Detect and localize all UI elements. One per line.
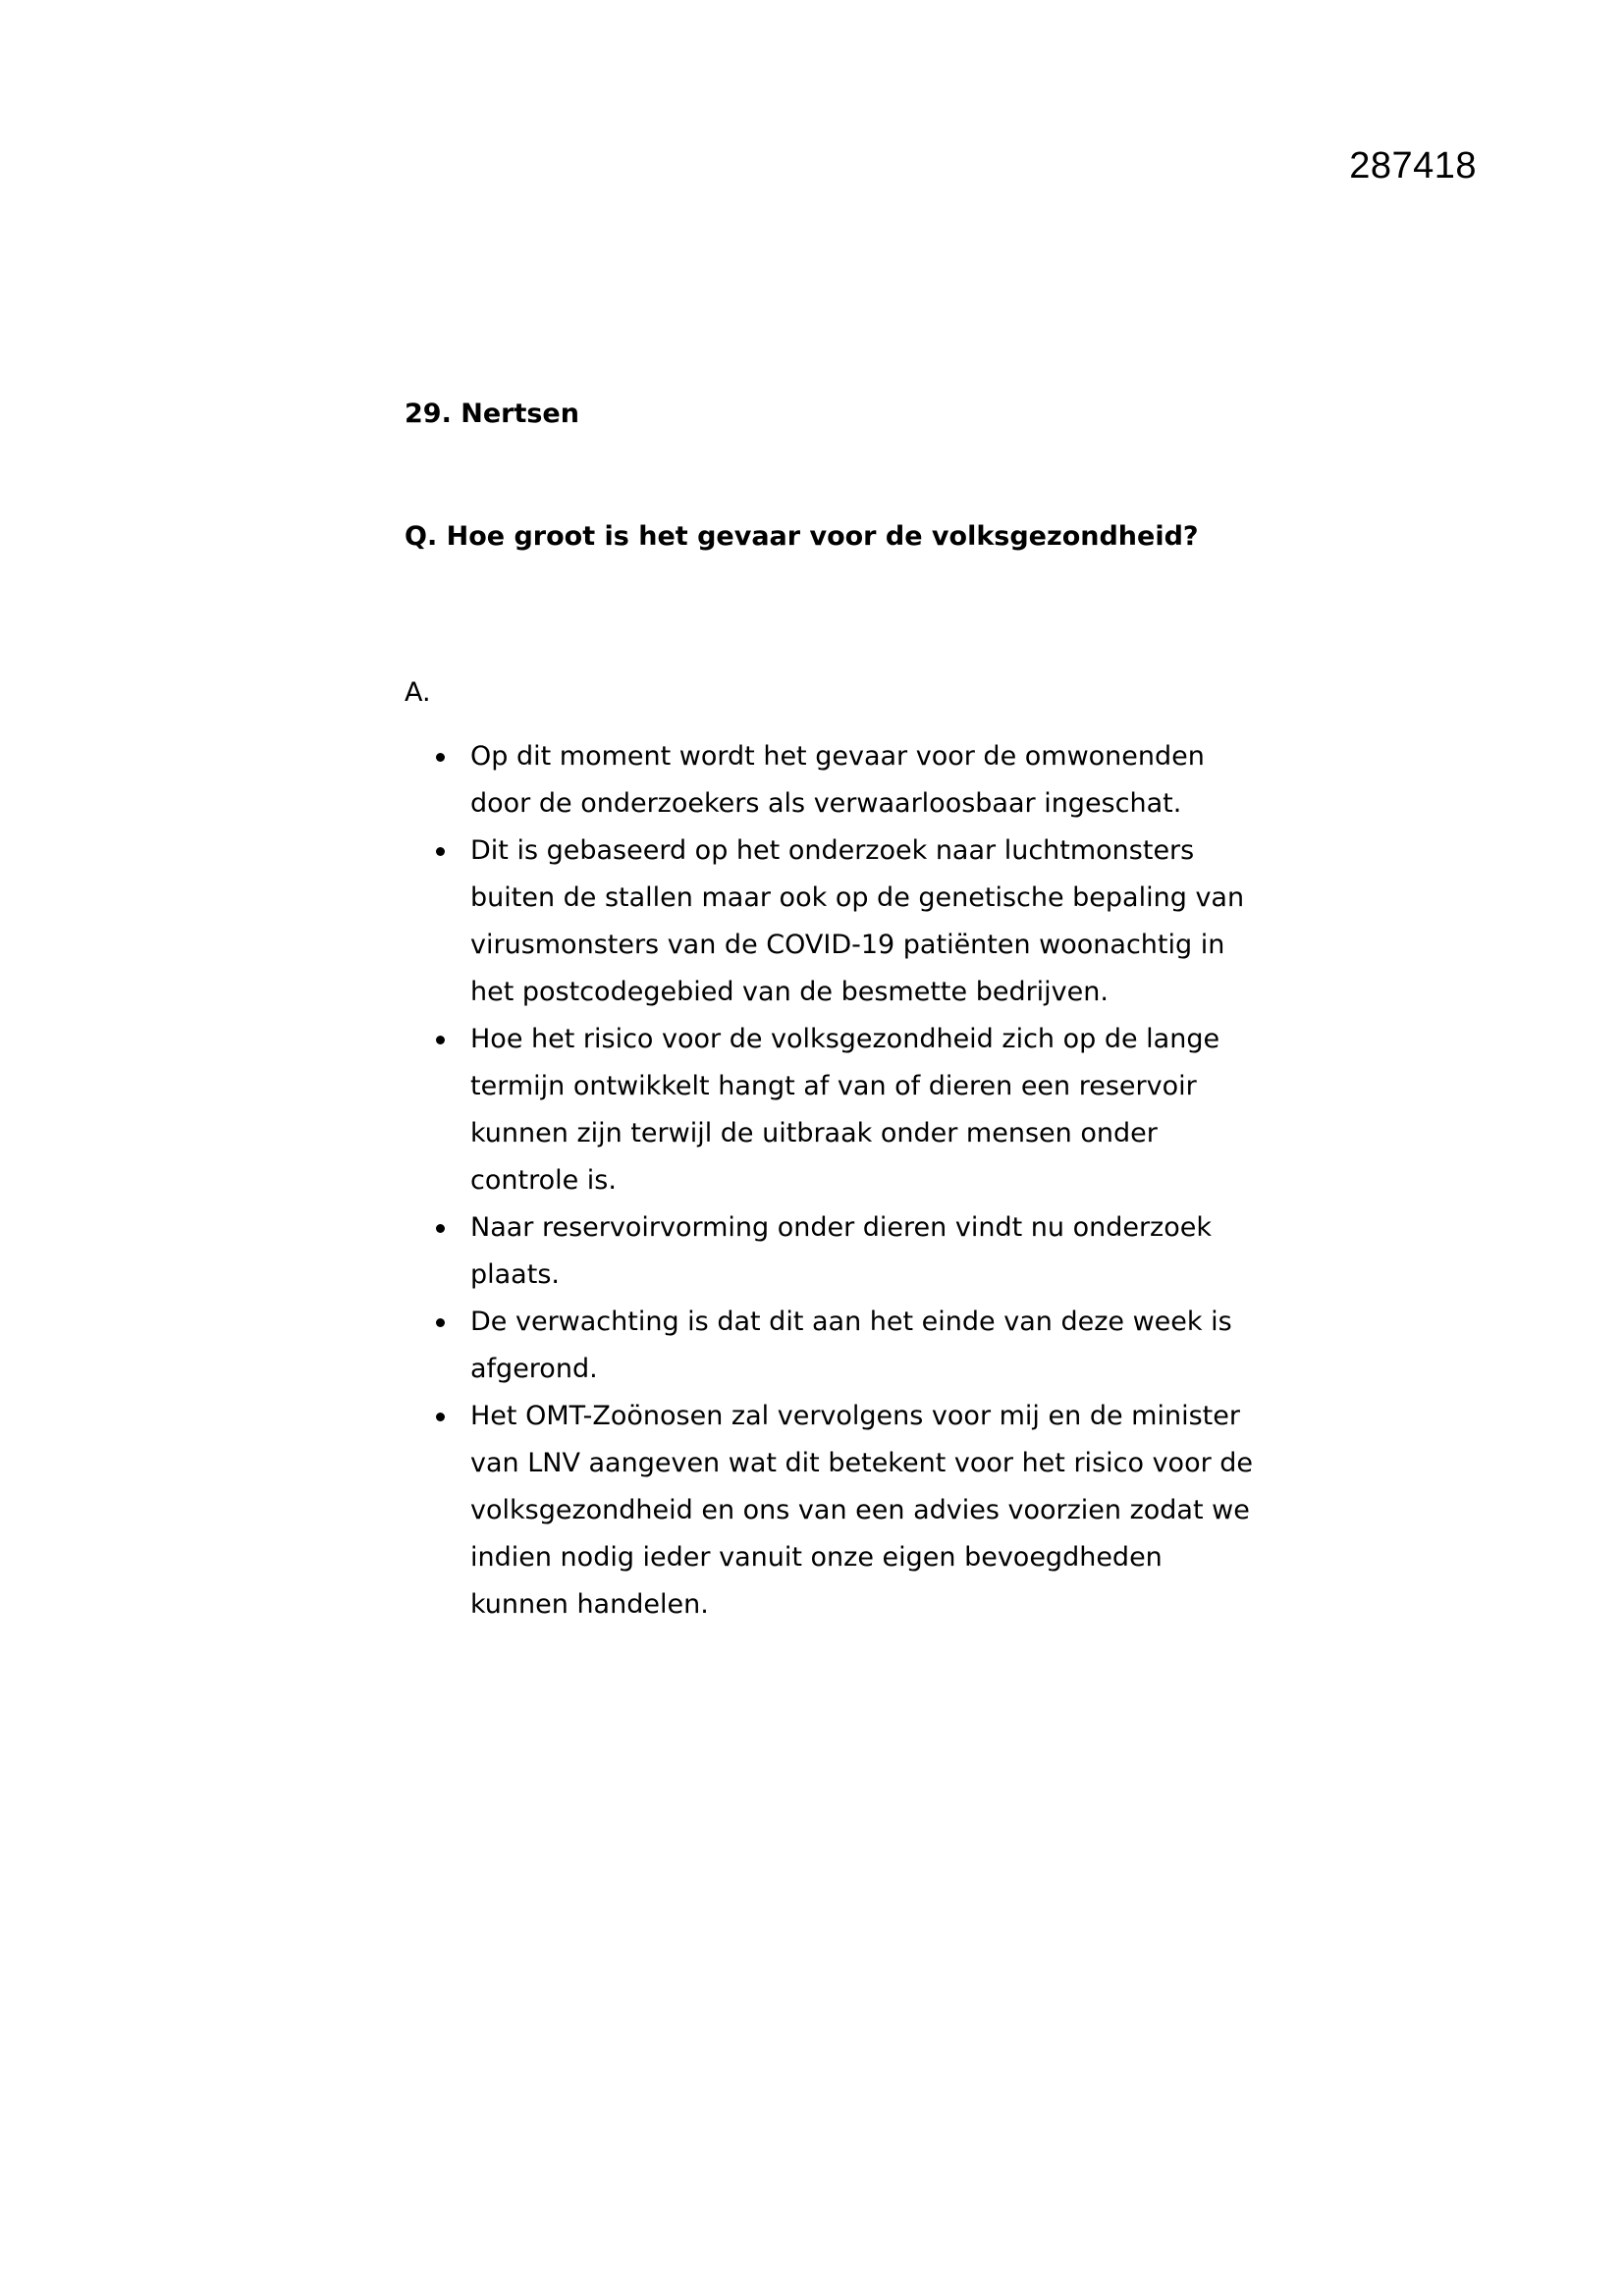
bullet-line: Dit is gebaseerd op het onderzoek naar luchtmonsters: [470, 835, 1195, 866]
bullet-item: [405, 828, 1269, 1016]
answer-label: A.: [405, 677, 431, 708]
bullet-line: indien nodig ieder vanuit onze eigen bevoegdheden: [470, 1542, 1163, 1573]
bullet-line: Naar reservoirvorming onder dieren vindt nu onderzoek: [470, 1212, 1212, 1243]
bullet-item: [405, 1016, 1269, 1204]
question-heading: Q. Hoe groot is het gevaar voor de volksgezondheid?: [405, 521, 1199, 552]
bullet-line: Hoe het risico voor de volksgezondheid zich op de lange: [470, 1024, 1220, 1054]
bullet-dot-icon: [436, 1413, 445, 1421]
bullet-line: buiten de stallen maar ook op de genetische bepaling van: [470, 882, 1245, 913]
bullet-item: [405, 1204, 1269, 1299]
bullet-dot-icon: [436, 1318, 445, 1327]
bullet-line: virusmonsters van de COVID-19 patiënten woonachtig in: [470, 930, 1225, 960]
bullet-dot-icon: [436, 847, 445, 856]
bullet-line: van LNV aangeven wat dit betekent voor het risico voor de: [470, 1448, 1254, 1478]
bullet-line: kunnen handelen.: [470, 1589, 709, 1620]
bullet-item: [405, 733, 1269, 828]
bullet-line: door de onderzoekers als verwaarloosbaar ingeschat.: [470, 788, 1182, 819]
bullet-item: [405, 1299, 1269, 1393]
bullet-line: kunnen zijn terwijl de uitbraak onder mensen onder: [470, 1118, 1158, 1148]
answer-bullet-list: [405, 733, 1269, 1629]
bullet-line: afgerond.: [470, 1354, 598, 1384]
bullet-line: De verwachting is dat dit aan het einde van deze week is: [470, 1307, 1232, 1337]
bullet-line: termijn ontwikkelt hangt af van of dieren een reservoir: [470, 1071, 1197, 1101]
bullet-dot-icon: [436, 1036, 445, 1044]
bullet-line: volksgezondheid en ons van een advies voorzien zodat we: [470, 1495, 1250, 1525]
bullet-dot-icon: [436, 1224, 445, 1233]
bullet-line: het postcodegebied van de besmette bedrijven.: [470, 977, 1109, 1007]
bullet-line: Op dit moment wordt het gevaar voor de omwonenden: [470, 741, 1205, 772]
document-number: 287418: [1349, 145, 1477, 187]
bullet-dot-icon: [436, 753, 445, 762]
section-title: 29. Nertsen: [405, 399, 579, 429]
bullet-line: Het OMT-Zoönosen zal vervolgens voor mij en de minister: [470, 1401, 1240, 1431]
bullet-item: [405, 1393, 1269, 1629]
bullet-line: controle is.: [470, 1165, 617, 1196]
bullet-line: plaats.: [470, 1259, 560, 1290]
